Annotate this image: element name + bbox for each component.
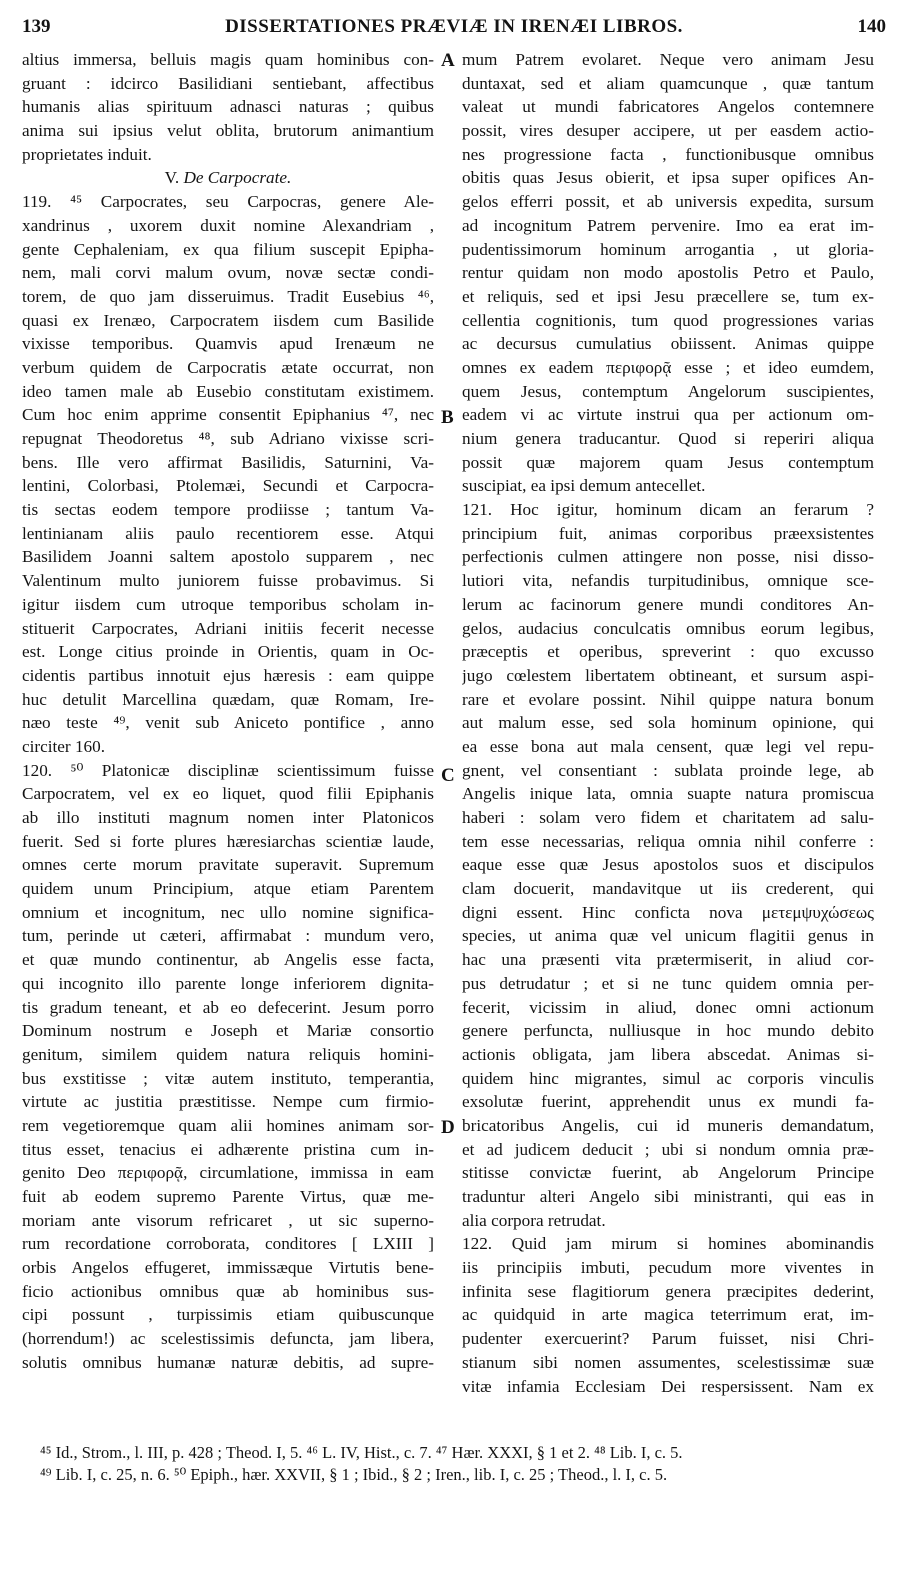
text-line: Carpocratem, vel ex eo liquet, quod filii Epiphanis (22, 784, 434, 804)
text-line: ac decursus cumulatius obiissent. Animas quippe (462, 334, 874, 354)
text-line: ideo tamen male ab Eusebio constitutam existimem. (22, 381, 434, 401)
text-line: suscipiat, ea ipsi demum antecellet. (462, 476, 706, 496)
text-line: duntaxat, sed et aliam quamcunque , quæ tantum (462, 73, 874, 93)
text-line: huc detulit Marcellina quædam, quæ Romam, Ire- (22, 689, 434, 709)
text-line: tis sectas eodem tempore prodiisse ; tantum Va- (22, 500, 434, 520)
page-number-left: 139 (22, 16, 51, 37)
left-column (22, 48, 434, 1375)
text-line: Cum hoc enim apprime consentit Epiphanius ⁴⁷, nec (22, 405, 434, 425)
text-line: haberi : solam vero fidem et charitatem ad salu- (462, 808, 874, 827)
text-line: solutis omnibus humanæ naturæ debitis, ad supre- (22, 1352, 434, 1372)
text-line: næo teste ⁴⁹, venit sub Aniceto pontifice , anno (22, 713, 434, 733)
text-line: et quæ mundo continentur, ab Angelis esse facta, (22, 950, 434, 970)
text-line: Valentinum multo juniorem fuisse probavimus. Si (22, 571, 434, 591)
margin-marker-d: D (441, 1117, 455, 1138)
text-line: gelos, audacius conculcatis omnibus eorum legibus, (462, 618, 874, 638)
text-line: Angelis inique lata, omnia suapte natura promiscua (462, 784, 874, 804)
text-line: lerum ac facinorum genere mundi conditores An- (462, 594, 874, 614)
text-line: actionis obligata, jam libera abscedat. Animas si- (462, 1044, 874, 1064)
margin-marker-a: A (441, 50, 455, 71)
text-line: repugnat Theodoretus ⁴⁸, sub Adriano vixisse scri- (22, 429, 434, 448)
text-line: vixisse temporibus. Quamvis apud Irenæum ne (22, 334, 434, 354)
text-line: genere perfuncta, nulliusque in hoc mundo debito (462, 1021, 874, 1041)
text-line: virtute ac justitia præstitisse. Nempe cum firmio- (22, 1092, 434, 1112)
text-line: lutiori vita, nefandis turpitudinibus, omnique sce- (462, 571, 874, 591)
text-line: tum, perinde ut cæteri, affirmabat : mundum vero, (22, 926, 434, 946)
text-line: vitæ infamia Ecclesiam Dei respersissent. Nam ex (462, 1376, 874, 1396)
text-line: gelos efferri possit, et ab universis expedita, sursum (462, 192, 874, 212)
text-line: quem Jesus, contemptum Angelorum suscipientes, (462, 381, 874, 401)
text-line: et ad judicem deducit ; ubi si nondum omnia præ- (462, 1139, 874, 1159)
text-line: jugo cœlestem libertatem obtineant, et sursum aspi- (462, 665, 874, 685)
text-line: gnent, vel consentiant : sublata proinde lege, ab (462, 760, 874, 780)
text-line: Dominum nostrum e Joseph et Mariæ consortio (22, 1021, 434, 1041)
text-line: tis gradum teneant, et ab eo defecerint. Jesum porro (22, 997, 434, 1017)
text-line: 121. Hoc igitur, hominum dicam an ferarum ? (462, 500, 874, 520)
text-line: rare et evolare possint. Nihil quippe natura bonum (462, 689, 874, 709)
text-line: ab illo instituti magnum nomen inter Platonicos (22, 808, 434, 827)
text-line: 120. ⁵⁰ Platonicæ disciplinæ scientissimum fuisse (22, 760, 434, 780)
text-line: eadem vi ac virtute instrui qua per actionum om- (462, 405, 874, 425)
text-line: possit quæ majorem quam Jesus contemptum (462, 452, 874, 472)
text-line: nem, mali corvi malum ovum, novæ sectæ condi- (22, 263, 434, 283)
text-line: genitum, similem quidem natura reliquis homini- (22, 1044, 434, 1064)
text-line: proprietates induit. (22, 144, 152, 164)
text-line: stitisse convictæ fuerint, ab Angelorum Principe (462, 1163, 874, 1183)
text-line: circiter 160. (22, 736, 106, 756)
text-line: omnes certe morum pravitate superavit. Supremum (22, 855, 434, 875)
text-line: digni essent. Hinc conficta nova μετεμψυχώσεως (462, 902, 874, 922)
text-line: Basilidem Joanni saltem apostolo supparem , nec (22, 547, 434, 567)
running-title: DISSERTATIONES PRÆVIÆ IN IRENÆI LIBROS. (225, 16, 683, 37)
text-line: species, ut anima quæ vel unicum flagitii genus in (462, 926, 874, 946)
text-line: bricatoribus Angelis, cui id muneris demandatum, (462, 1115, 874, 1135)
text-line: titus esset, tenacius ei adhærente pristina cum in- (22, 1139, 434, 1159)
text-line: orbis Angelos effugeret, immissæque Virtutis bene- (22, 1258, 434, 1278)
footnote-line: ⁴⁵ Id., Strom., l. III, p. 428 ; Theod. I, 5. ⁴⁶ L. IV, Hist., c. 7. ⁴⁷ Hær. XXXI, § 1 et 2. ⁴⁸ Lib. I, c. 5. (40, 1443, 683, 1462)
text-line: cellentia cognitionis, tum quod progressiones varias (462, 310, 874, 330)
footnotes (40, 1442, 888, 1486)
text-line: quidem hinc migrantes, simul ac corporis vinculis (462, 1068, 874, 1088)
text-line: verbum quidem de Carpocratis ætate occurrat, non (22, 357, 434, 377)
text-line: quidem unum Principium, atque etiam Parentem (22, 879, 434, 899)
text-line: fuit ab eodem supremo Parente Virtus, quæ me- (22, 1187, 434, 1206)
text-line: alia corpora retrudat. (462, 1210, 606, 1230)
text-line: gente Cephaleniam, ex qua filium suscepit Epipha- (22, 239, 434, 259)
text-line: obitis quas Jesus obierit, et ipsa super opifices An- (462, 168, 874, 188)
text-line: pudenter exercuerint? Parum fuisset, nisi Chri- (462, 1329, 874, 1349)
text-line: (horrendum!) ac scelestissimis defuncta, jam libera, (22, 1329, 434, 1349)
text-line: 122. Quid jam mirum si homines abominandis (462, 1234, 874, 1254)
text-line: aut malum esse, sed sola hominum opinione, qui (462, 713, 874, 733)
text-line: lentini, Colorbasi, Ptolemæi, Secundi et Carpocra- (22, 476, 434, 496)
text-line: pus detrudatur ; et si ne tunc quidem omnia per- (462, 973, 874, 993)
text-line: altius immersa, belluis magis quam hominibus con- (22, 50, 434, 69)
text-line: xandrinus , uxorem duxit nomine Alexandriam , (22, 215, 434, 235)
text-line: stianum sibi nomen assumentes, scelestissimæ suæ (462, 1352, 874, 1372)
text-line: bens. Ille vero affirmat Basilidis, Saturnini, Va- (22, 452, 434, 472)
text-line: eaque esse quæ Jesus apostolos suos et discipulos (462, 855, 874, 875)
text-line: fecerit, vicissim in aliud, donec omni actionum (462, 997, 874, 1017)
text-line: possit, vires desuper accipere, ut per easdem actio- (462, 121, 874, 141)
text-line: humanis alias spirituum adnasci naturas ; quibus (22, 97, 434, 117)
text-line: est. Longe citius proinde in Orientis, quam in Oc- (22, 642, 434, 662)
text-line: omnium et incognitum, nec ullo nomine significa- (22, 902, 434, 922)
text-line: ac quidquid in arte magica teterrimum erat, im- (462, 1305, 874, 1325)
text-line: præceptis et operibus, spreverint : quo excusso (462, 642, 874, 662)
text-line: rentur quidam non modo apostolis Petro et Paulo, (462, 263, 874, 283)
text-line: gruant : idcirco Basilidiani sentiebant, affectibus (22, 73, 434, 93)
text-line: principium fuit, animas corporibus præexsistentes (462, 523, 874, 543)
page-number-right: 140 (857, 16, 886, 37)
text-line: clam docuerit, mandavitque ut iis crederent, qui (462, 879, 874, 899)
text-line: hac una præsenti vita prætermiserit, in aliud cor- (462, 950, 874, 970)
text-line: fuerit. Sed si forte plures hæresiarchas scientiæ laude, (22, 831, 434, 851)
text-line: ad incognitum Patrem pervenire. Imo ea erat im- (462, 215, 874, 235)
text-line: omnes ex eadem περιφορᾷ esse ; et ideo eumdem, (462, 357, 874, 377)
text-line: infinita sese flagitiorum genera præcipites dederint, (462, 1281, 874, 1301)
text-line: exsolutæ fuerint, apprehendit unus ex mundi fa- (462, 1092, 874, 1112)
text-line: rem vegetioremque quam alii homines animam sor- (22, 1115, 434, 1135)
text-line: moriam ante visorum refricaret , ut sic superno- (22, 1210, 434, 1230)
text-line: iis principiis imbuti, pecudum more viventes in (462, 1258, 874, 1278)
text-line: 119. ⁴⁵ Carpocrates, seu Carpocras, genere Ale- (22, 192, 434, 212)
text-line: igitur iisdem cum utroque temporibus scholam in- (22, 594, 434, 614)
margin-marker-b: B (441, 407, 454, 428)
margin-marker-c: C (441, 765, 455, 786)
footnote-line: ⁴⁹ Lib. I, c. 25, n. 6. ⁵⁰ Epiph., hær. XXVII, § 1 ; Ibid., § 2 ; Iren., lib. I, c. 25 ; Theod., l. I, c. 5. (40, 1465, 668, 1484)
text-line: cidentis partibus innotuit ejus hæresis : eam quippe (22, 665, 434, 685)
text-line: anima sui ipsius velut oblita, brutorum animantium (22, 121, 434, 141)
text-line: et reliquis, sed et ipsi Jesu præcellere se, tum ex- (462, 286, 874, 306)
text-line: tem esse necessarias, reliqua omnia nihil conferre : (462, 831, 874, 851)
text-line: mum Patrem evolaret. Neque vero animam Jesu (462, 50, 874, 69)
text-line: lentinianam aliis paulo recentiorem esse. Atqui (22, 523, 434, 543)
right-column (462, 48, 874, 1398)
text-line: valeat ut mundi fabricatores Angelos contemnere (462, 97, 874, 117)
text-line: quasi ex Irenæo, Carpocratem iisdem cum Basilide (22, 310, 434, 330)
text-line: nes progressione facta , functionibusque omnibus (462, 144, 874, 164)
text-line: cipi possunt , turpissimis etiam quibuscunque (22, 1305, 434, 1325)
text-line: nium genera traducantur. Quod si reperiri aliqua (462, 429, 874, 448)
text-line: genito Deo περιφορᾷ, circumlatione, immissa in eam (22, 1163, 434, 1183)
text-line: rum recordatione corroborata, conditores [ LXIII ] (22, 1234, 434, 1254)
text-line: qui incognito illo parente longe inferiorem dignita- (22, 973, 434, 993)
text-line: traduntur alteri Angelo sibi ministranti, qui eas in (462, 1187, 874, 1206)
text-line: ea esse bona aut mala censent, quæ legi vel repu- (462, 736, 874, 756)
text-line: stituerit Carpocrates, Adriani initiis fecerit necesse (22, 618, 434, 638)
text-line: perfectionis culmen attingere non posse, nisi disso- (462, 547, 874, 567)
text-line: ficio actionibus omnibus quæ ab hominibus sus- (22, 1281, 434, 1301)
text-line: bus exstitisse ; vitæ autem instituto, temperantia, (22, 1068, 434, 1088)
section-heading: V. De Carpocrate. (164, 168, 292, 188)
text-line: torem, de quo jam disseruimus. Tradit Eusebius ⁴⁶, (22, 286, 434, 306)
text-line: pudentissimorum hominum arrogantia , ut gloria- (462, 239, 874, 259)
page-header (18, 16, 890, 42)
